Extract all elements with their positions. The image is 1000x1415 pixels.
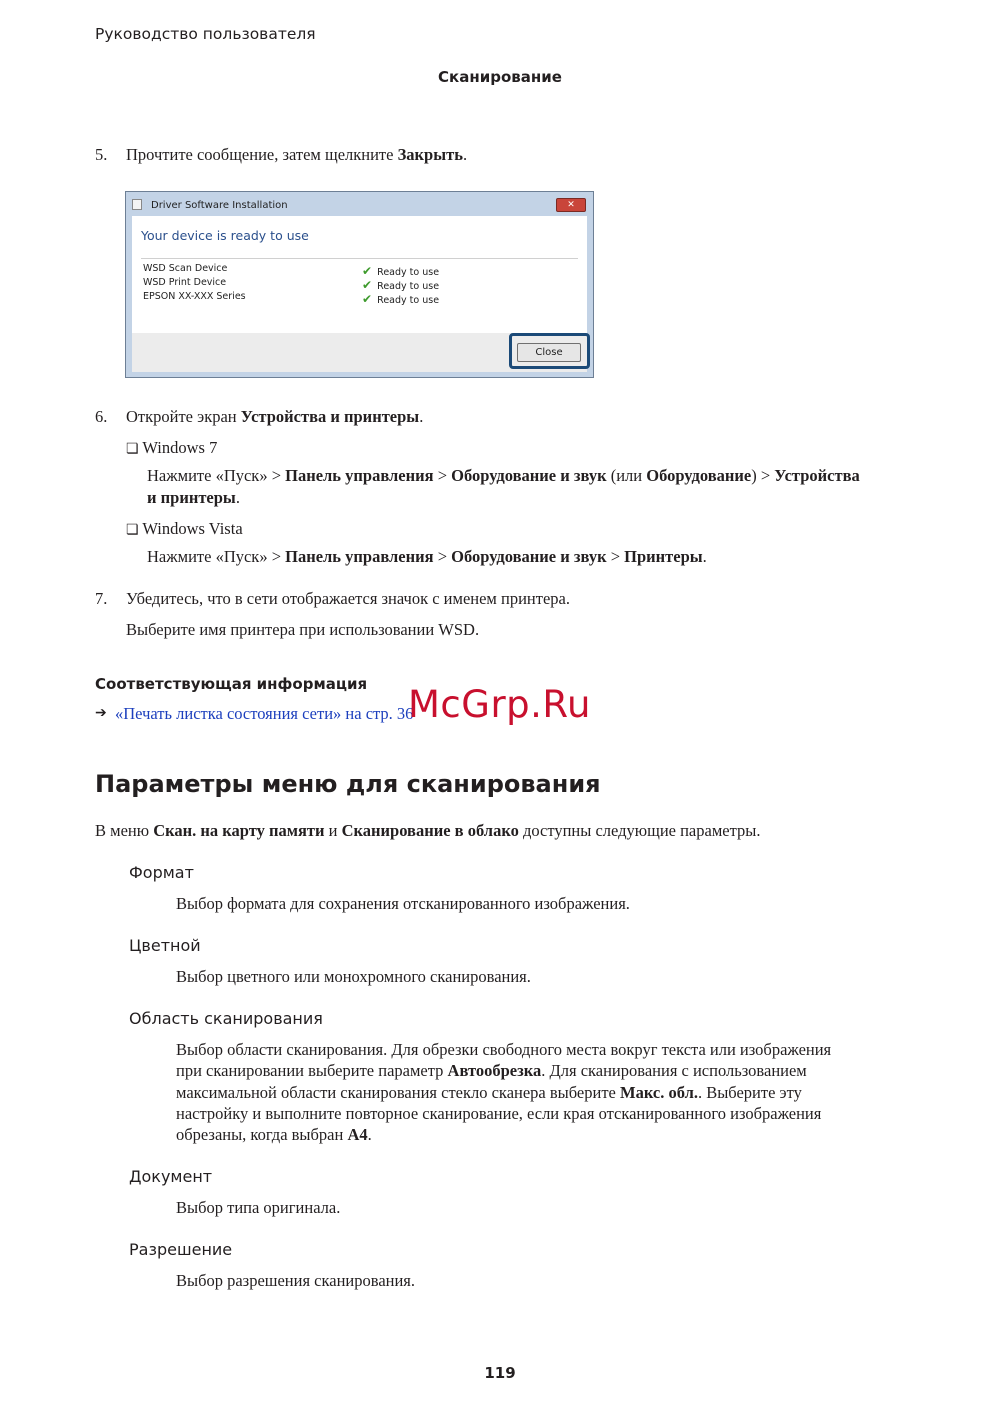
step-6-number: 6. xyxy=(95,407,108,426)
windows7-instructions-line1: Нажмите «Пуск» > Панель управления > Оборудование и звук (или Оборудование) > Устройства xyxy=(147,466,860,485)
dialog-app-icon xyxy=(132,199,142,210)
option-format-name: Формат xyxy=(129,863,194,882)
watermark: McGrp.Ru xyxy=(408,683,591,726)
page-number: 119 xyxy=(484,1364,516,1382)
checkmark-icon: ✔ xyxy=(362,292,373,306)
option-area-desc: Выбор области сканирования. Для обрезки свободного места вокруг текста или изображения при сканировании выберите параметр Автообрезка. Для сканирования с использованием максимальной области сканирования стекло сканера выберите Макс. обл.. Выберите эту настройку и выполните повторное сканирование, если края отсканированного изображения обрезаны, когда выбран A4. xyxy=(176,1040,832,1145)
step-7-note: Выберите имя принтера при использовании WSD. xyxy=(126,620,480,639)
dialog-titlebar xyxy=(129,196,589,216)
option-document-desc: Выбор типа оригинала. xyxy=(176,1198,341,1217)
driver-install-dialog xyxy=(125,191,594,378)
vista-instructions: Нажмите «Пуск» > Панель управления > Оборудование и звук > Принтеры. xyxy=(147,547,707,566)
arrow-right-icon: ➔ xyxy=(95,706,107,721)
device-status-row xyxy=(362,288,439,307)
device-name: EPSON XX-XXX Series xyxy=(143,291,246,302)
step-7-number: 7. xyxy=(95,589,108,608)
checkbox-icon: ❏ xyxy=(126,442,139,457)
step-5-number: 5. xyxy=(95,145,108,164)
windows7-instructions-line2: и принтеры. xyxy=(147,488,240,507)
checkmark-icon: ✔ xyxy=(362,278,373,292)
option-resolution-desc: Выбор разрешения сканирования. xyxy=(176,1271,416,1290)
option-resolution-name: Разрешение xyxy=(129,1240,233,1259)
option-color-desc: Выбор цветного или монохромного сканирования. xyxy=(176,967,531,986)
device-name: WSD Scan Device xyxy=(143,263,228,274)
device-status: Ready to use xyxy=(377,281,440,292)
option-color-name: Цветной xyxy=(129,936,201,955)
dialog-separator xyxy=(141,258,578,259)
device-status: Ready to use xyxy=(377,267,440,278)
related-info-title: Соответствующая информация xyxy=(95,675,368,693)
related-link[interactable]: «Печать листка состояния сети» на стр. 36 xyxy=(115,704,414,723)
chapter-title: Сканирование xyxy=(438,68,562,86)
checkbox-icon: ❏ xyxy=(126,523,139,538)
section-title: Параметры меню для сканирования xyxy=(95,770,601,798)
dialog-close-button[interactable]: Close xyxy=(517,343,581,362)
option-area-name: Область сканирования xyxy=(129,1009,323,1028)
device-status: Ready to use xyxy=(377,295,440,306)
dialog-close-icon[interactable]: ✕ xyxy=(556,198,586,212)
checkmark-icon: ✔ xyxy=(362,264,373,278)
device-name: WSD Print Device xyxy=(143,277,227,288)
dialog-body xyxy=(132,216,587,333)
section-intro: В меню Скан. на карту памяти и Сканирование в облако доступны следующие параметры. xyxy=(95,821,761,840)
option-document-name: Документ xyxy=(129,1167,213,1186)
step-6-text: Откройте экран Устройства и принтеры. xyxy=(126,407,424,426)
dialog-heading: Your device is ready to use xyxy=(141,228,309,243)
os-option-windows7: ❏ Windows 7 xyxy=(126,438,218,457)
dialog-title: Driver Software Installation xyxy=(151,200,288,211)
option-format-desc: Выбор формата для сохранения отсканированного изображения. xyxy=(176,894,630,913)
step-5-text: Прочтите сообщение, затем щелкните Закрыть. xyxy=(126,145,468,164)
running-title: Руководство пользователя xyxy=(95,25,316,43)
step-7-text: Убедитесь, что в сети отображается значок с именем принтера. xyxy=(126,589,570,608)
os-option-windows-vista: ❏ Windows Vista xyxy=(126,519,243,538)
